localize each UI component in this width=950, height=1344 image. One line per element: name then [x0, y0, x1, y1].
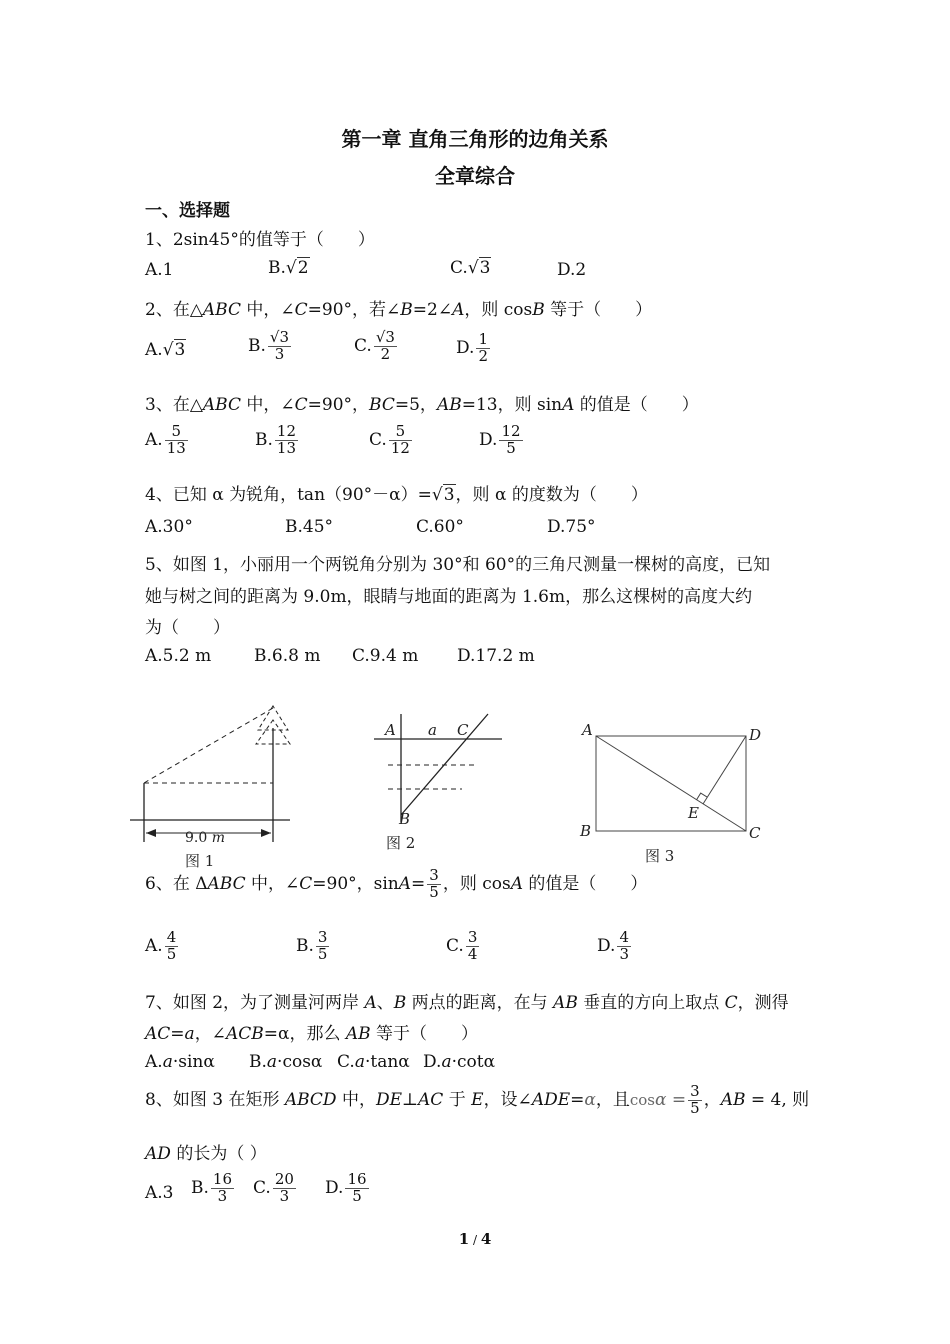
q2-option-b: B. $\frac{√3}{3}$ [248, 328, 290, 363]
q4-option-a: A.30° [145, 517, 193, 537]
q3-option-a: A. $\frac{5}{13}$ [145, 422, 186, 457]
q7-option-a: A.a·sinα [145, 1052, 215, 1072]
fig3-caption: 图 3 [645, 847, 675, 865]
q6-option-a: A. $\frac{4}{5}$ [145, 928, 177, 963]
q7-option-c: C.a·tanα [337, 1052, 410, 1072]
page-subtitle: 全章综合 [435, 164, 515, 188]
q7-line-2: AC=a，∠ACB=α，那么 AB 等于（ ） [145, 1024, 479, 1044]
fig3-label-e: E [688, 804, 699, 822]
q4-stem: 4、已知 α 为锐角，tan（90°－α）=√3，则 α 的度数为（ ） [145, 485, 648, 505]
q4-option-d: D.75° [547, 517, 596, 537]
q6-stem: 6、在 ΔABC 中，∠C=90°，sinA= $\frac{3}{5}$ ，则 cosA 的值是（ ） [145, 866, 648, 901]
q8-line-2: AD 的长为（ ） [145, 1144, 267, 1164]
q7-line-1: 7、如图 2，为了测量河两岸 A、B 两点的距离，在与 AB 垂直的方向上取点 C，测得 [145, 993, 789, 1013]
q5-line-2: 她与树之间的距离为 9.0m，眼睛与地面的距离为 1.6m，那么这棵树的高度大约 [145, 587, 753, 607]
fig2-label-a-length: a [428, 721, 437, 739]
q7-option-d: D.a·cotα [423, 1052, 496, 1072]
figure-2 [370, 710, 510, 860]
q6-option-d: D. $\frac{4}{3}$ [597, 928, 629, 963]
q5-option-a: A.5.2 m [145, 646, 212, 666]
q8-option-c: C. $\frac{20}{3}$ [253, 1170, 294, 1205]
fig3-label-a: A [582, 721, 593, 739]
fig3-label-b: B [580, 822, 592, 840]
q3-option-b: B. $\frac{12}{13}$ [255, 422, 296, 457]
q6-option-b: B. $\frac{3}{5}$ [296, 928, 328, 963]
q2-option-a: A.√3 [145, 340, 186, 360]
q1-option-b: B.√2 [268, 258, 309, 278]
section-heading: 一、选择题 [145, 201, 230, 221]
q1-option-c: C.√3 [450, 258, 491, 278]
q3-option-c: C. $\frac{5}{12}$ [369, 422, 410, 457]
page-title: 第一章 直角三角形的边角关系 [341, 127, 609, 151]
q2-stem: 2、在△ABC 中，∠C=90°，若∠B=2∠A，则 cosB 等于（ ） [145, 300, 653, 320]
q8-option-a: A.3 [145, 1183, 174, 1203]
q8-line-1: 8、如图 3 在矩形 ABCD 中，DE⊥AC 于 E，设∠ADE=α，且cosα = $\frac{3}{5}$ ，AB = 4, 则 [145, 1082, 810, 1117]
q2-option-c: C. $\frac{√3}{2}$ [354, 328, 395, 363]
q5-option-d: D.17.2 m [457, 646, 535, 666]
fig3-label-c: C [749, 824, 761, 842]
q6-option-c: C. $\frac{3}{4}$ [446, 928, 478, 963]
fig2-caption: 图 2 [386, 834, 416, 852]
q1-stem: 1、2sin45°的值等于（ ） [145, 230, 375, 250]
fig2-label-c: C [457, 721, 469, 739]
fig1-distance-label: 9.0 m [185, 830, 225, 846]
page-number: 1 / 4 [458, 1230, 492, 1248]
q4-option-b: B.45° [285, 517, 334, 537]
q8-option-b: B. $\frac{16}{3}$ [191, 1170, 232, 1205]
q5-option-c: C.9.4 m [352, 646, 419, 666]
q1-option-a: A.1 [145, 260, 174, 280]
q7-option-b: B.a·cosα [249, 1052, 323, 1072]
fig3-label-d: D [749, 726, 762, 744]
figure-3 [575, 715, 775, 870]
q1-option-d: D.2 [557, 260, 587, 280]
q5-option-b: B.6.8 m [254, 646, 321, 666]
fig2-label-a-point: A [385, 721, 396, 739]
q4-option-c: C.60° [416, 517, 464, 537]
q2-option-d: D. $\frac{1}{2}$ [456, 330, 488, 365]
q3-stem: 3、在△ABC 中，∠C=90°，BC=5，AB=13，则 sinA 的值是（ ） [145, 395, 699, 415]
q8-option-d: D. $\frac{16}{5}$ [325, 1170, 367, 1205]
figure-1 [125, 700, 295, 870]
fig1-caption: 图 1 [185, 852, 215, 870]
fig2-label-b: B [399, 810, 411, 828]
q3-option-d: D. $\frac{12}{5}$ [479, 422, 521, 457]
q5-line-3: 为（ ） [145, 618, 230, 638]
q5-line-1: 5、如图 1，小丽用一个两锐角分别为 30°和 60°的三角尺测量一棵树的高度，已知 [145, 555, 771, 575]
